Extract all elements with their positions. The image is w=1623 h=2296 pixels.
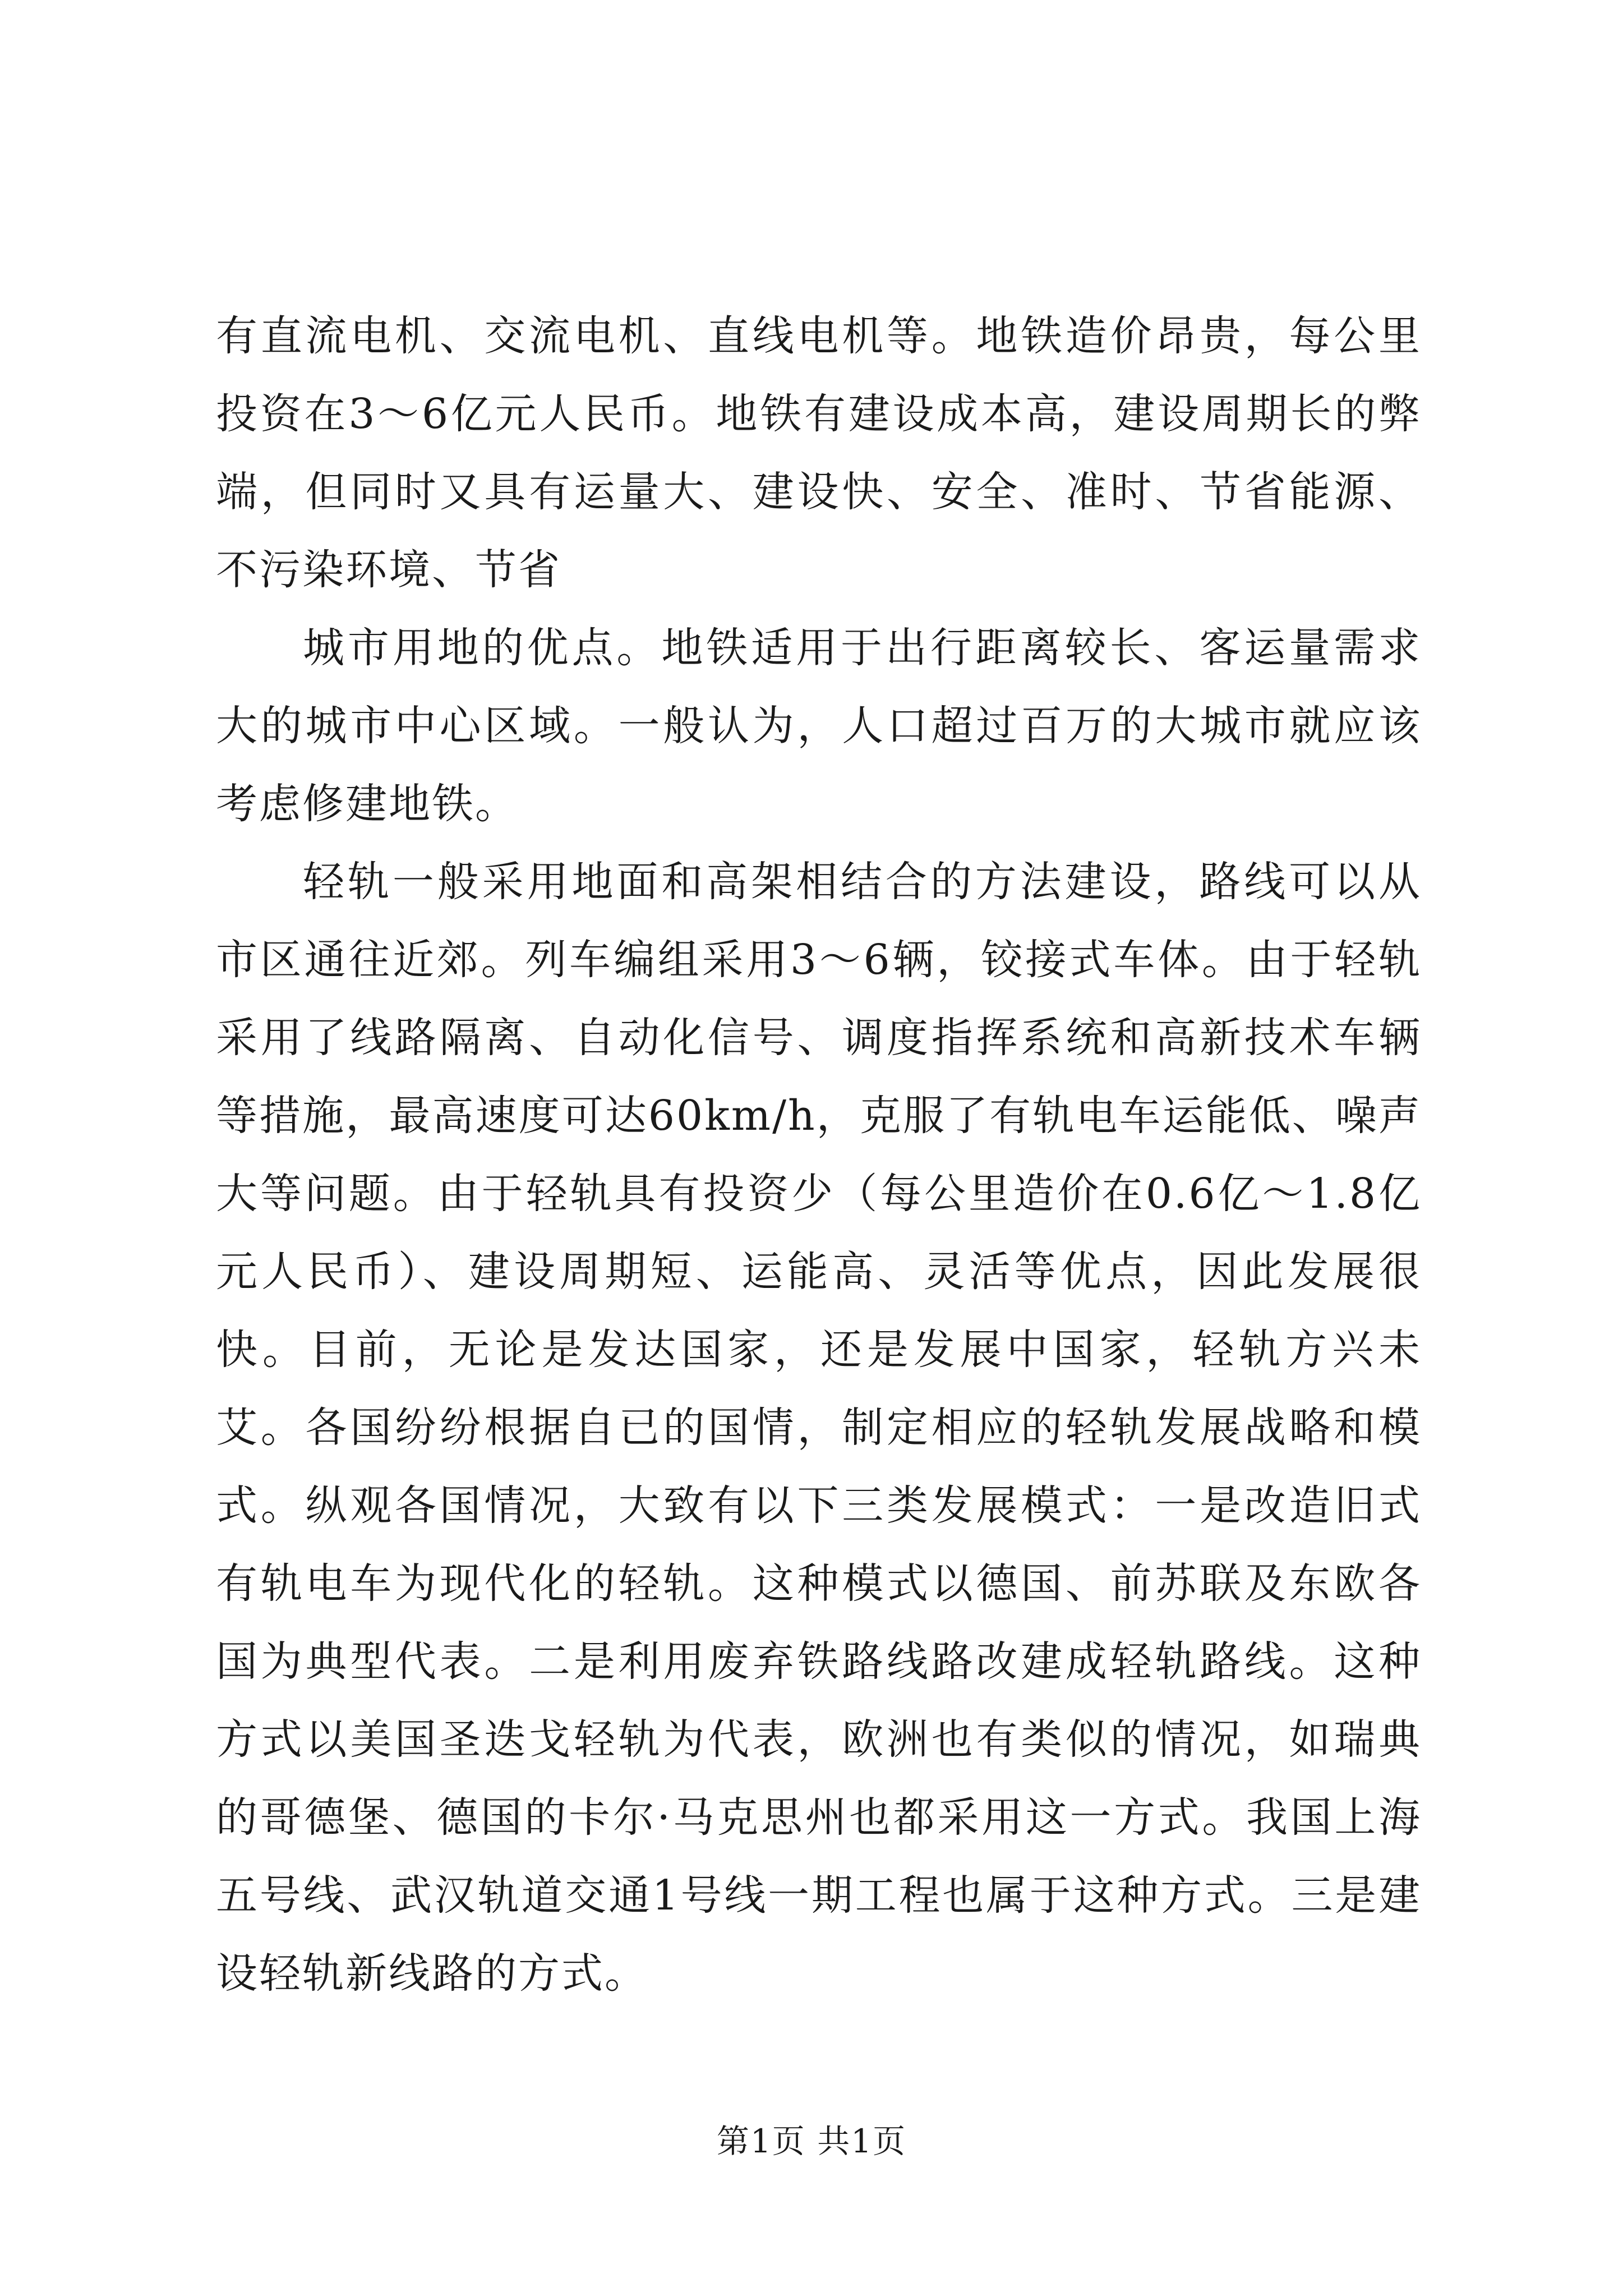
document-body bbox=[216, 297, 1422, 2013]
paragraph-3: 轻轨一般采用地面和高架相结合的方法建设，路线可以从市区通往近郊。列车编组采用3～6辆，铰接式车体。由于轻轨采用了线路隔离、自动化信号、调度指挥系统和高新技术车辆等措施，最高速度可达60km/h，克服了有轨电车运能低、噪声大等问题。由于轻轨具有投资少（每公里造价在0.6亿～1.8亿元人民币）、建设周期短、运能高、灵活等优点，因此发展很快。目前，无论是发达国家，还是发展中国家，轻轨方兴未艾。各国纷纷根据自已的国情，制定相应的轻轨发展战略和模式。纵观各国情况，大致有以下三类发展模式：一是改造旧式有轨电车为现代化的轻轨。这种模式以德国、前苏联及东欧各国为典型代表。二是利用废弃铁路线路改建成轻轨路线。这种方式以美国圣迭戈轻轨为代表，欧洲也有类似的情况，如瑞典的哥德堡、德国的卡尔·马克思州也都采用这一方式。我国上海五号线、武汉轨道交通1号线一期工程也属于这种方式。三是建设轻轨新线路的方式。 bbox=[216, 858, 1422, 1998]
page-footer: 第1页 共1页 bbox=[716, 2122, 907, 2160]
paragraph-2: 城市用地的优点。地铁适用于出行距离较长、客运量需求大的城市中心区域。一般认为，人口超过百万的大城市就应该考虑修建地铁。 bbox=[216, 624, 1422, 828]
paragraph-1: 有直流电机、交流电机、直线电机等。地铁造价昂贵，每公里投资在3～6亿元人民币。地铁有建设成本高，建设周期长的弊端，但同时又具有运量大、建设快、安全、准时、节省能源、不污染环境、节省 bbox=[216, 312, 1422, 594]
